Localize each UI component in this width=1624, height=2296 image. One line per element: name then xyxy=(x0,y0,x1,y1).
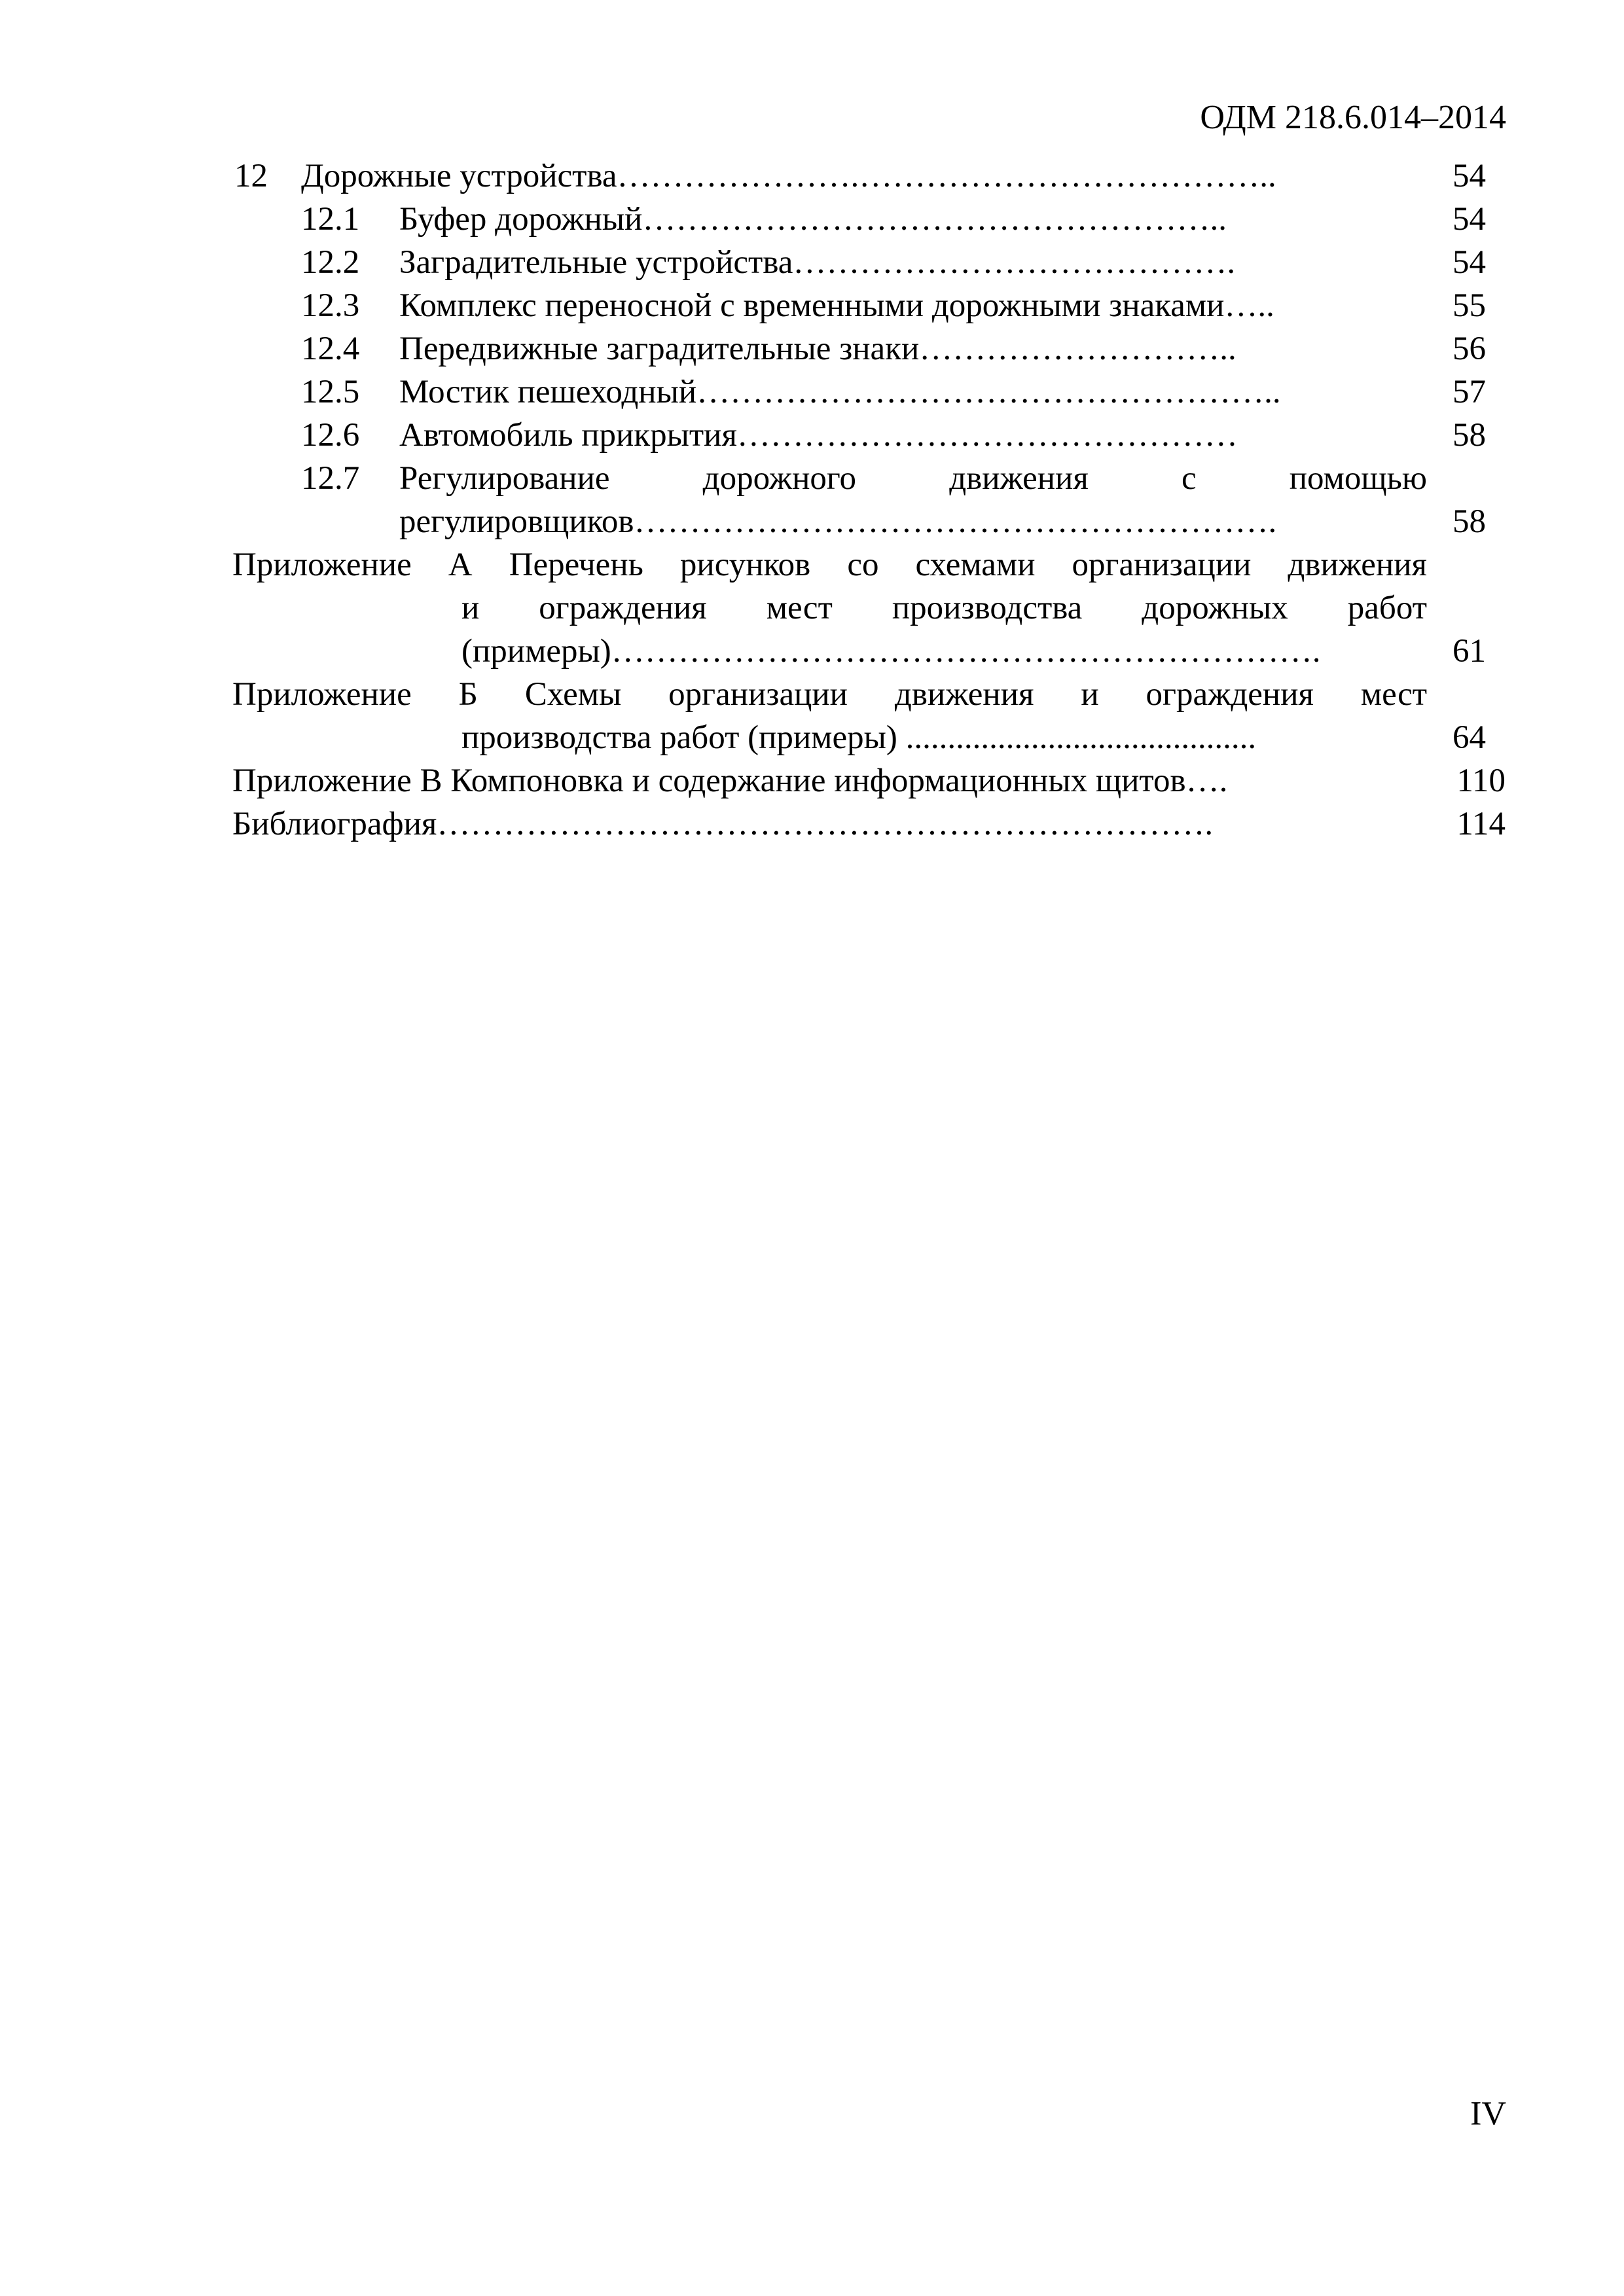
toc-entry-12 xyxy=(0,154,1624,198)
toc-entry-title: Передвижные заградительные знаки……………………….. xyxy=(399,331,1236,367)
toc-entry-12-4 xyxy=(0,327,1624,370)
toc-entry-12-6 xyxy=(0,414,1624,457)
toc-bibliography xyxy=(0,802,1624,846)
toc-entry-page: 57 xyxy=(1453,374,1486,410)
toc-entry-page: 55 xyxy=(1453,287,1486,324)
toc-entry-number: 12.6 xyxy=(301,417,360,454)
toc-appendix-v xyxy=(0,759,1624,802)
toc-entry-12-2 xyxy=(0,241,1624,284)
toc-appendix-line2: производства работ (примеры) .......................................... xyxy=(461,719,1257,756)
toc-appendix-b xyxy=(0,673,1624,716)
toc-entry-title: Заградительные устройства…………………………………. xyxy=(399,244,1236,281)
toc-appendix-line1: Приложение А Перечень рисунков со схемами организации движения xyxy=(232,547,1427,583)
toc-entry-number: 12.4 xyxy=(301,331,360,367)
toc-entry-12-7 xyxy=(0,457,1624,500)
toc-appendix-line3: (примеры)………………………………………………………. xyxy=(461,633,1321,670)
toc-entry-page: 61 xyxy=(1453,633,1486,670)
toc-entry-page: 54 xyxy=(1453,201,1486,238)
toc-appendix-a xyxy=(0,543,1624,586)
toc-entry-page: 54 xyxy=(1453,244,1486,281)
toc-entry-page: 54 xyxy=(1453,158,1486,194)
toc-entry-number: 12.7 xyxy=(301,460,360,497)
toc-entry-12-1 xyxy=(0,198,1624,241)
toc-entry-page: 58 xyxy=(1453,417,1486,454)
toc-entry-page: 58 xyxy=(1453,503,1486,540)
toc-appendix-line1: Приложение Б Схемы организации движения и ограждения мест xyxy=(232,676,1427,713)
toc-entry-number: 12.2 xyxy=(301,244,360,281)
toc-entry-number: 12.3 xyxy=(301,287,360,324)
toc-entry-page: 64 xyxy=(1453,719,1486,756)
toc-entry-12-7-cont xyxy=(0,500,1624,543)
toc-entry-page: 56 xyxy=(1453,331,1486,367)
toc-appendix-title: Приложение В Компоновка и содержание информационных щитов…. xyxy=(232,762,1228,799)
toc-entry-12-3 xyxy=(0,284,1624,327)
toc-entry-title: Дорожные устройства………………….……………………………….. xyxy=(301,158,1276,194)
toc-entry-number: 12 xyxy=(234,158,268,194)
document-code: ОДМ 218.6.014–2014 xyxy=(1200,99,1506,136)
toc-entry-number: 12.5 xyxy=(301,374,360,410)
page-number: IV xyxy=(1470,2095,1506,2132)
toc-entry-title-line1: Регулирование дорожного движения с помощью xyxy=(399,460,1427,497)
toc-appendix-b-cont xyxy=(0,716,1624,759)
toc-appendix-line2: и ограждения мест производства дорожных работ xyxy=(461,590,1427,626)
toc-entry-number: 12.1 xyxy=(301,201,360,238)
toc-entry-title: Комплекс переносной с временными дорожными знаками….. xyxy=(399,287,1274,324)
toc-entry-12-5 xyxy=(0,370,1624,414)
toc-entry-title-line2: регулировщиков…………………………………………………. xyxy=(399,503,1277,540)
toc-entry-title: Мостик пешеходный…………………………………………….. xyxy=(399,374,1281,410)
toc-bibliography-title: Библиография……………………………………………………………. xyxy=(232,806,1214,842)
toc-entry-title: Буфер дорожный…………………………………………….. xyxy=(399,201,1227,238)
toc-entry-title: Автомобиль прикрытия……………………………………… xyxy=(399,417,1238,454)
toc-entry-page: 114 xyxy=(1456,806,1506,842)
toc-entry-page: 110 xyxy=(1456,762,1506,799)
toc-appendix-a-cont2 xyxy=(0,630,1624,673)
toc-appendix-a-cont1 xyxy=(0,586,1624,630)
